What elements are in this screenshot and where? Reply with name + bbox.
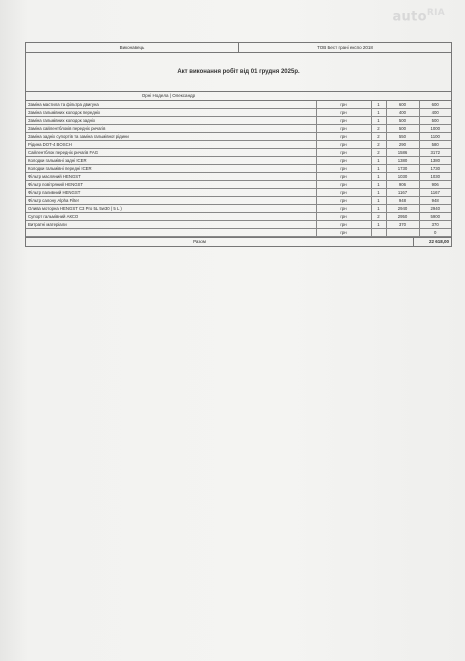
total-value: 22 618,00: [413, 238, 451, 246]
item-qty: 1: [371, 205, 386, 213]
item-name: Сайлентблок передніх ричагів FAG: [26, 149, 316, 157]
watermark-brand: auto: [392, 9, 427, 25]
table-row: [26, 229, 451, 237]
table-row: [26, 109, 451, 117]
item-unit: грн: [316, 125, 371, 133]
item-unit: грн: [316, 229, 371, 237]
item-price: 906: [386, 181, 419, 189]
item-sum: 948: [419, 197, 451, 205]
item-qty: 2: [371, 125, 386, 133]
item-price: 1380: [386, 157, 419, 165]
item-price: 1586: [386, 149, 419, 157]
item-name: Колодки гальмівні задні ICER: [26, 157, 316, 165]
item-sum: 1100: [419, 133, 451, 141]
item-price: 2940: [386, 205, 419, 213]
item-price: 948: [386, 197, 419, 205]
item-qty: 1: [371, 189, 386, 197]
item-unit: грн: [316, 133, 371, 141]
item-qty: 2: [371, 133, 386, 141]
item-unit: грн: [316, 165, 371, 173]
item-unit: грн: [316, 181, 371, 189]
item-qty: 1: [371, 157, 386, 165]
item-name: Фільтр салону Alpha Filter: [26, 197, 316, 205]
item-sum: 906: [419, 181, 451, 189]
item-name: Фільтр повітряний HENGST: [26, 181, 316, 189]
item-sum: 1167: [419, 189, 451, 197]
watermark-logo: [392, 8, 445, 24]
item-price: 1730: [386, 165, 419, 173]
item-unit: грн: [316, 213, 371, 221]
item-sum: 500: [419, 117, 451, 125]
item-qty: 2: [371, 149, 386, 157]
table-row: [26, 205, 451, 213]
item-sum: 3172: [419, 149, 451, 157]
document-title-area: [26, 53, 451, 92]
item-qty: 1: [371, 173, 386, 181]
table-row: [26, 221, 451, 229]
item-name: Заміна задніх супортів та заміна гальмівної рідини: [26, 133, 316, 141]
work-act-document: [25, 42, 452, 247]
item-qty: 2: [371, 213, 386, 221]
item-price: 290: [386, 141, 419, 149]
item-price: 550: [386, 133, 419, 141]
total-row: [26, 237, 451, 246]
item-name: Супорт гальмівний АКСО: [26, 213, 316, 221]
item-name: Колодки гальмівні передні ICER: [26, 165, 316, 173]
item-unit: грн: [316, 101, 371, 109]
table-row: [26, 101, 451, 109]
item-price: 1167: [386, 189, 419, 197]
item-price: 500: [386, 117, 419, 125]
item-unit: грн: [316, 189, 371, 197]
item-sum: 1030: [419, 173, 451, 181]
item-price: 1030: [386, 173, 419, 181]
table-row: [26, 189, 451, 197]
item-qty: 1: [371, 181, 386, 189]
client-row: [26, 92, 451, 101]
item-sum: 0: [419, 229, 451, 237]
table-row: [26, 157, 451, 165]
table-row: [26, 165, 451, 173]
item-sum: 2940: [419, 205, 451, 213]
item-name: Заміна сайлентблоків передніх ричагів: [26, 125, 316, 133]
header-row: [26, 43, 451, 53]
item-unit: грн: [316, 205, 371, 213]
table-row: [26, 173, 451, 181]
table-row: [26, 141, 451, 149]
item-price: 400: [386, 109, 419, 117]
item-sum: 5900: [419, 213, 451, 221]
item-unit: грн: [316, 149, 371, 157]
total-label: Разом: [193, 239, 206, 244]
item-qty: [371, 229, 386, 237]
item-unit: грн: [316, 173, 371, 181]
item-unit: грн: [316, 141, 371, 149]
item-qty: 1: [371, 101, 386, 109]
table-row: [26, 149, 451, 157]
item-name: Фільтр паливний HENGST: [26, 189, 316, 197]
item-sum: 1000: [419, 125, 451, 133]
item-unit: грн: [316, 157, 371, 165]
item-name: Витратні матеріали: [26, 221, 316, 229]
item-qty: 1: [371, 109, 386, 117]
table-row: [26, 125, 451, 133]
item-qty: 1: [371, 197, 386, 205]
item-qty: 1: [371, 117, 386, 125]
item-name: Заміна гальмівних колодок задніх: [26, 117, 316, 125]
item-unit: грн: [316, 197, 371, 205]
item-qty: 2: [371, 141, 386, 149]
item-price: 600: [386, 101, 419, 109]
item-price: 370: [386, 221, 419, 229]
item-name: [26, 229, 316, 237]
item-unit: грн: [316, 109, 371, 117]
item-price: 500: [386, 125, 419, 133]
item-name: Рідина DOT-4 BOSCH: [26, 141, 316, 149]
item-unit: грн: [316, 117, 371, 125]
item-price: 2950: [386, 213, 419, 221]
item-name: Олива моторна HENGST C3 Pro 5L 5w30 ( 5 L ): [26, 205, 316, 213]
item-sum: 1730: [419, 165, 451, 173]
table-row: [26, 117, 451, 125]
item-name: Заміна гальмівних колодок передніх: [26, 109, 316, 117]
item-sum: 600: [419, 101, 451, 109]
item-sum: 1380: [419, 157, 451, 165]
table-row: [26, 181, 451, 189]
item-sum: 370: [419, 221, 451, 229]
executor-company: ТОВ Бест грані експо 2018: [238, 43, 451, 52]
table-row: [26, 213, 451, 221]
executor-label: Виконавець: [119, 45, 145, 50]
document-title: Акт виконання робіт від 01 грудня 2025р.: [177, 69, 300, 75]
item-qty: 1: [371, 221, 386, 229]
items-table: [26, 101, 451, 237]
watermark-suffix: RIA: [426, 8, 445, 18]
table-row: [26, 197, 451, 205]
item-name: Заміна мастила та фільтра двигуна: [26, 101, 316, 109]
item-sum: 400: [419, 109, 451, 117]
item-unit: грн: [316, 221, 371, 229]
table-row: [26, 133, 451, 141]
item-price: [386, 229, 419, 237]
client-name: Орні Hoдeлa | Олександр: [141, 93, 196, 98]
item-sum: 580: [419, 141, 451, 149]
item-name: Фільтр масляний HENGST: [26, 173, 316, 181]
item-qty: 1: [371, 165, 386, 173]
